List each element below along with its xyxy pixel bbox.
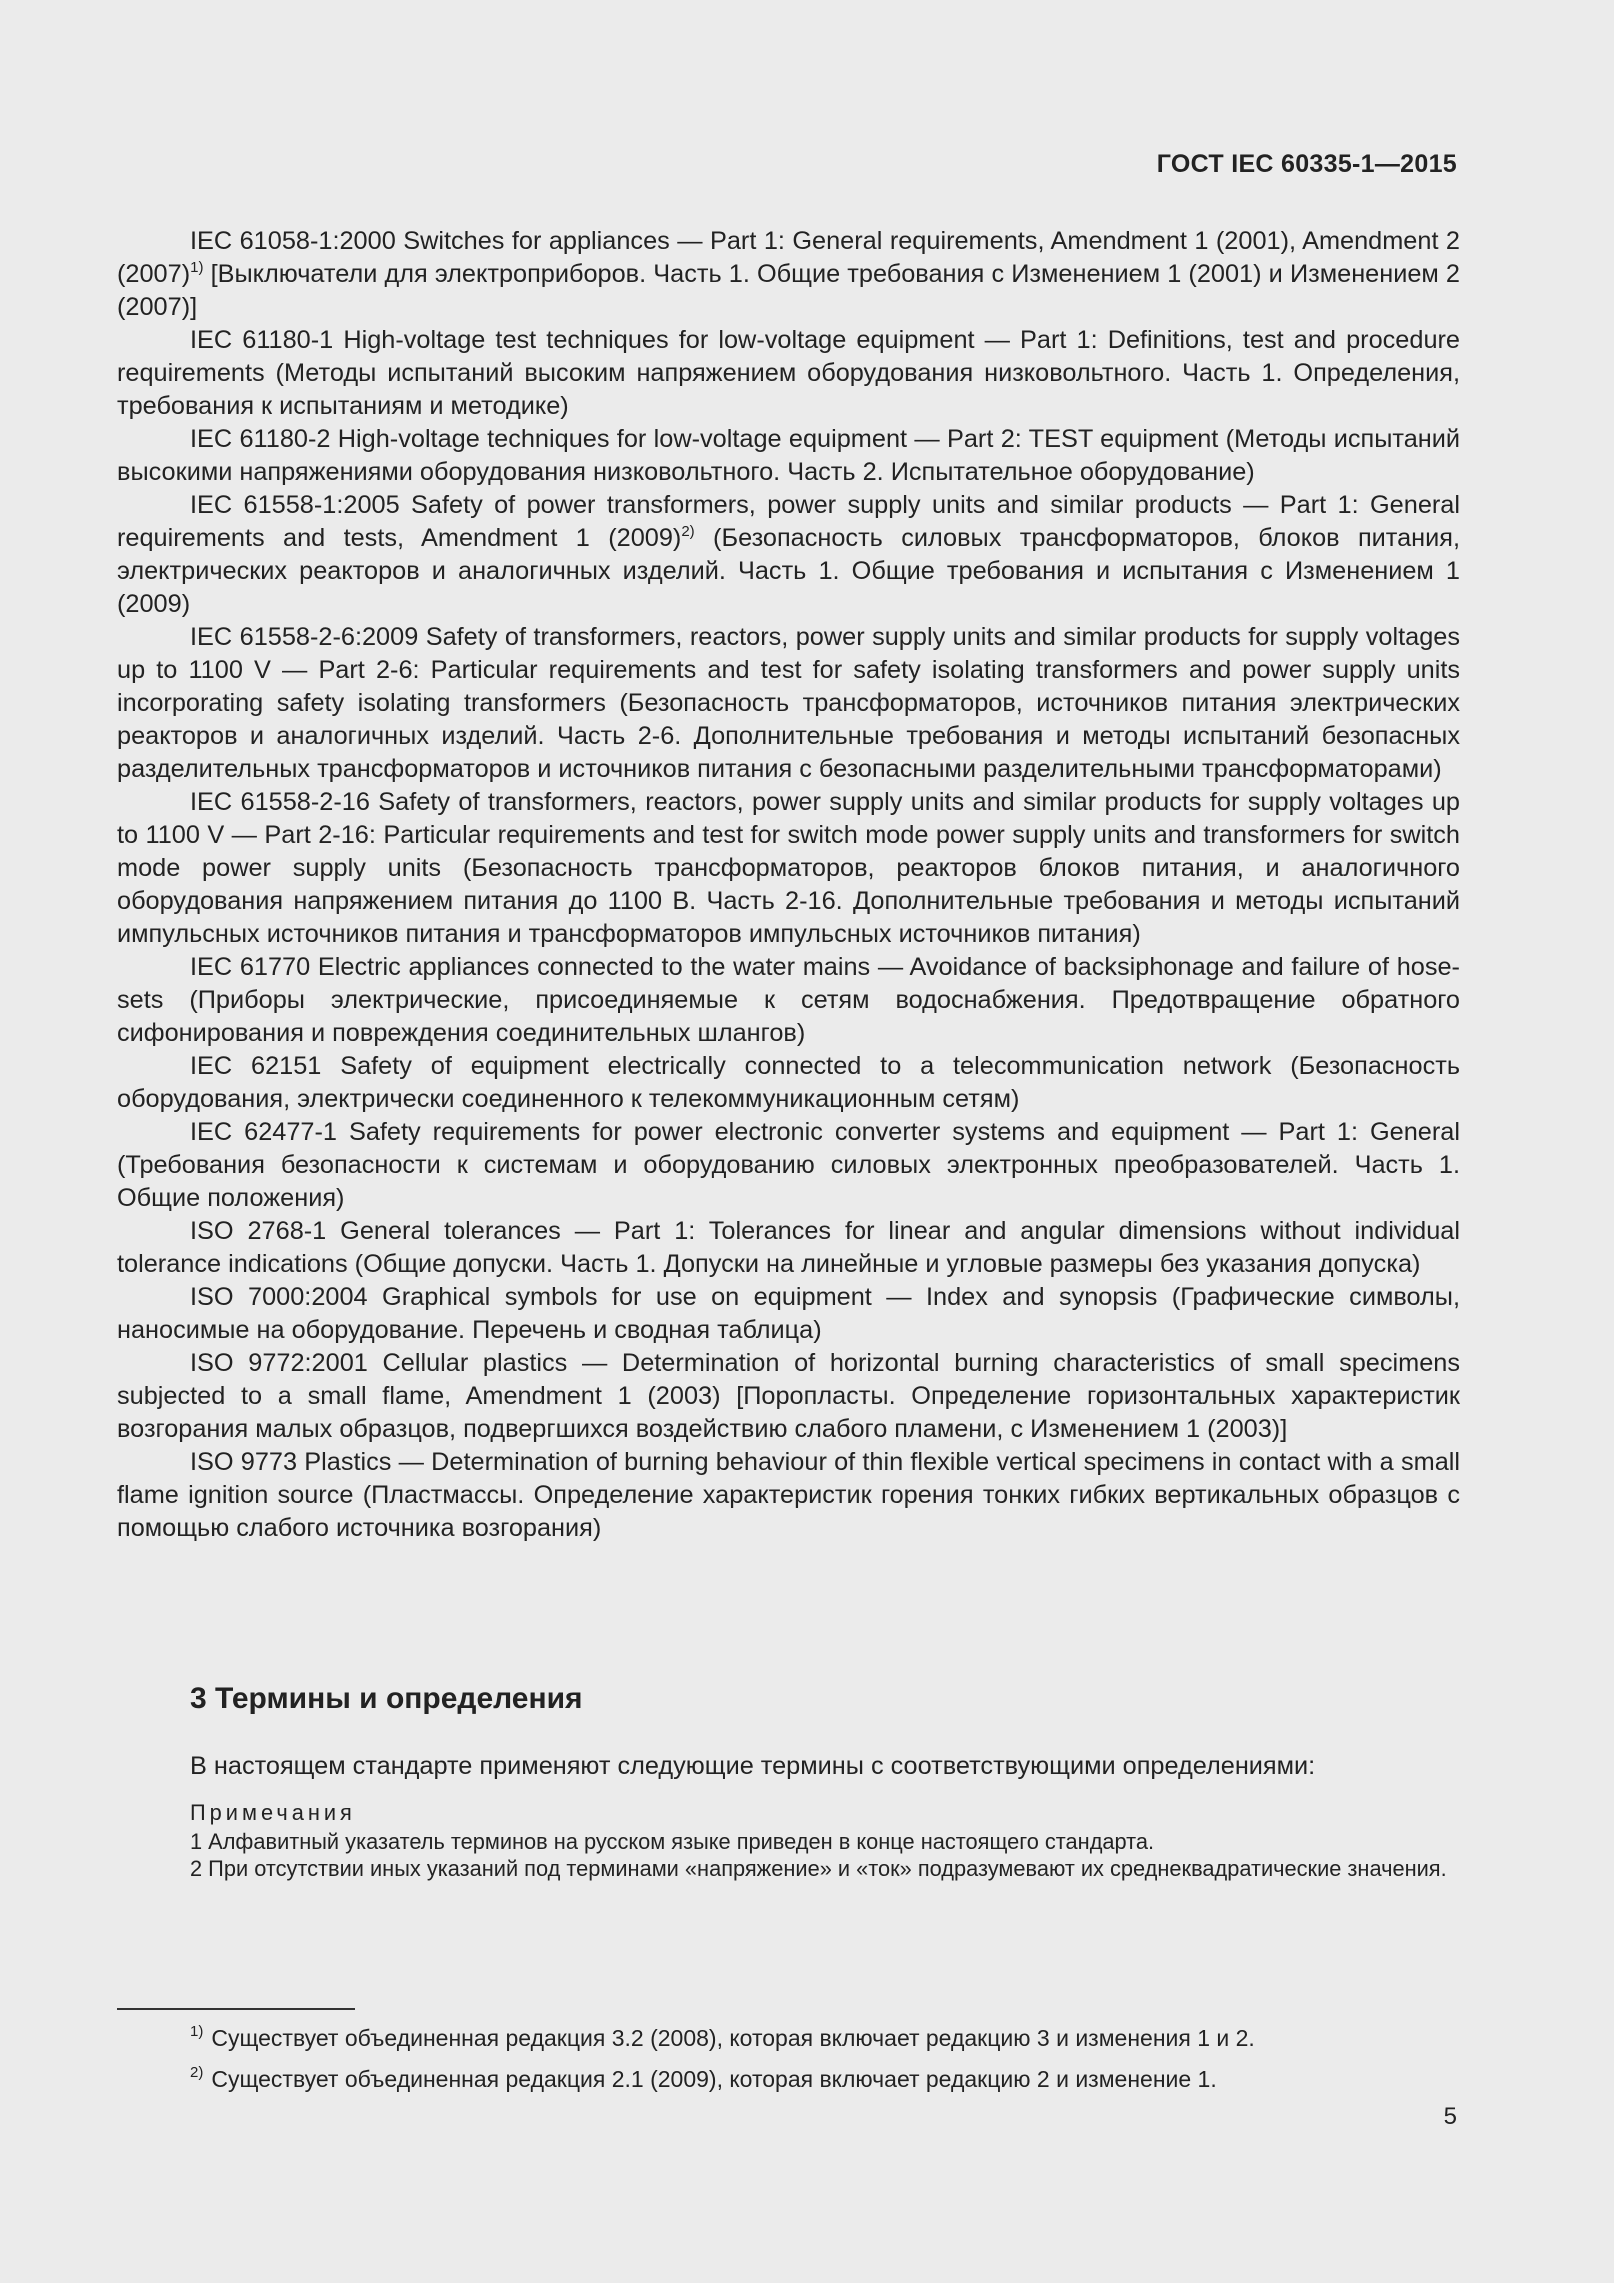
footnote-mark[interactable]: 2) xyxy=(681,523,695,540)
notes-heading: Примечания xyxy=(190,1800,356,1825)
reference-item: IEC 61058-1:2000 Switches for appliances — Part 1: General requirements, Amendment 1 (2001), Amendment 2 $(2007)^{1)}$ [Выключатели для электроприборов. Часть 1. Общие требования с Изменением 1 (2001) и Изменением 2 (2007)] xyxy=(117,227,1460,321)
reference-item: IEC 61558-2-6:2009 Safety of transformers, reactors, power supply units and similar products for supply voltages up to 1100 V — Part 2-6: Particular requirements and test for safety isolating transformers and power supply units incorporating safety isolating transformers (Безопасность трансформаторов, источников питания электрических реакторов и аналогичных изделий. Часть 2-6. Дополнительные требования и методы испытаний безопасных разделительных трансформаторов и источников питания с безопасными разделительными трансформаторами) xyxy=(117,623,1460,783)
footnotes xyxy=(117,2018,1460,2100)
reference-item: ISO 7000:2004 Graphical symbols for use on equipment — Index and synopsis (Графические символы, наносимые на оборудование. Перечень и сводная таблица) xyxy=(117,1283,1460,1344)
normative-references-list xyxy=(117,225,1460,1545)
note-item: 1 Алфавитный указатель терминов на русском языке приведен в конце настоящего стандарта. xyxy=(190,1829,1155,1854)
reference-item: IEC 62151 Safety of equipment electrically connected to a telecommunication network (Безопасность оборудования, электрически соединенного к телекоммуникационным сетям) xyxy=(117,1052,1460,1113)
reference-item: ISO 9773 Plastics — Determination of burning behaviour of thin flexible vertical specimens in contact with a small flame ignition source (Пластмассы. Определение характеристик горения тонких гибких вертикальных образцов с помощью слабого источника возгорания) xyxy=(117,1448,1460,1542)
footnote-item: $^{1)}$ Существует объединенная редакция 3.2 (2008), которая включает редакцию 3 и изменения 1 и 2. xyxy=(190,2023,1255,2051)
note-item: 2 При отсутствии иных указаний под терминами «напряжение» и «ток» подразумевают их среднеквадратические значения. xyxy=(190,1856,1447,1881)
reference-item: IEC 61558-1:2005 Safety of power transformers, power supply units and similar products — Part 1: General requirements and tests, Amendment 1 $(2009)^{2)}$ (Безопасность силовых трансформаторов, блоков питания, электрических реакторов и аналогичных изделий. Часть 1. Общие требования и испытания с Изменением 1 (2009) xyxy=(117,491,1460,618)
reference-item: ISO 9772:2001 Cellular plastics — Determination of horizontal burning characteristics of small specimens subjected to a small flame, Amendment 1 (2003) [Поропласты. Определение горизонтальных характеристик возгорания малых образцов, подвергшихся воздействию слабого пламени, с Изменением 1 (2003)] xyxy=(117,1349,1460,1443)
footnote-separator xyxy=(117,2008,355,2010)
reference-item: IEC 61180-1 High-voltage test techniques for low-voltage equipment — Part 1: Definitions, test and procedure requirements (Методы испытаний высоким напряжением оборудования низковольтного. Часть 1. Определения, требования к испытаниям и методике) xyxy=(117,326,1460,420)
footnote-number: 2) xyxy=(190,2064,204,2081)
reference-item: IEC 61558-2-16 Safety of transformers, reactors, power supply units and similar products for supply voltages up to 1100 V — Part 2-16: Particular requirements and test for switch mode power supply units and transformers for switch mode power supply units (Безопасность трансформаторов, реакторов блоков питания, и аналогичного оборудования напряжением питания до 1100 В. Часть 2-16. Дополнительные требования и методы испытаний импульсных источников питания и трансформаторов импульсных источников питания) xyxy=(117,788,1460,948)
reference-item: ISO 2768-1 General tolerances — Part 1: Tolerances for linear and angular dimensions without individual tolerance indications (Общие допуски. Часть 1. Допуски на линейные и угловые размеры без указания допуска) xyxy=(117,1217,1460,1278)
reference-item: IEC 61180-2 High-voltage techniques for low-voltage equipment — Part 2: TEST equipment (Методы испытаний высокими напряжениями оборудования низковольтного. Часть 2. Испытательное оборудование) xyxy=(117,425,1460,486)
reference-item: IEC 61770 Electric appliances connected to the water mains — Avoidance of backsiphonage and failure of hose-sets (Приборы электрические, присоединяемые к сетям водоснабжения. Предотвращение обратного сифонирования и повреждения соединительных шлангов) xyxy=(117,953,1460,1047)
page-number: 5 xyxy=(1443,2103,1457,2130)
section-intro: В настоящем стандарте применяют следующие термины с соответствующими определениями: xyxy=(190,1752,1316,1780)
reference-item: IEC 62477-1 Safety requirements for power electronic converter systems and equipment — Part 1: General (Требования безопасности к системам и оборудованию силовых электронных преобразователей. Часть 1. Общие положения) xyxy=(117,1118,1460,1212)
footnote-item: $^{2)}$ Существует объединенная редакция 2.1 (2009), которая включает редакцию 2 и изменение 1. xyxy=(190,2064,1217,2092)
footnote-number: 1) xyxy=(190,2023,204,2040)
section-title: 3 Термины и определения xyxy=(190,1682,583,1715)
notes-block xyxy=(117,1798,1460,1882)
footnote-mark[interactable]: 1) xyxy=(190,259,204,276)
document-header: ГОСТ IEC 60335-1—2015 xyxy=(1156,150,1457,178)
